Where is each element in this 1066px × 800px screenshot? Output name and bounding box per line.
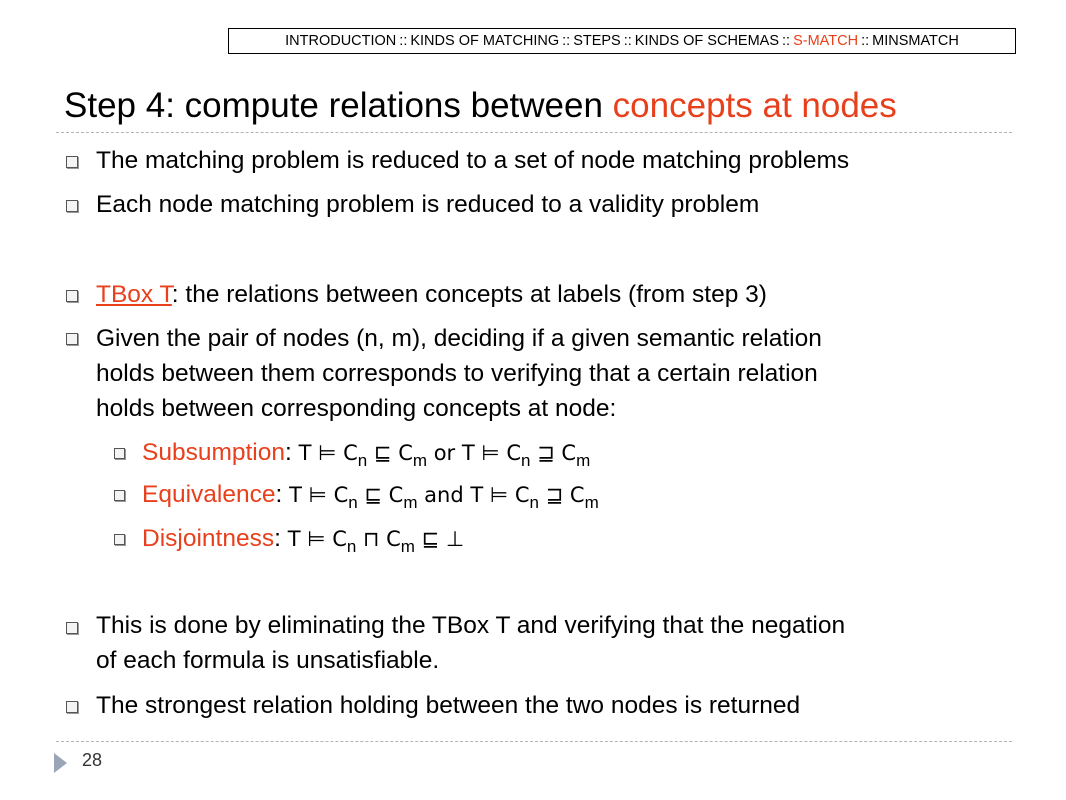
bullet-icon [66, 290, 78, 302]
bullet-text-line: of each formula is unsatisfiable. [96, 647, 440, 674]
bullet-icon [66, 200, 78, 212]
bullet-text: The matching problem is reduced to a set of node matching problems [96, 147, 850, 174]
title-highlight: concepts at nodes [612, 86, 897, 125]
bullet-icon [66, 622, 78, 634]
relation-subsumption: Subsumption: T ⊨ $C_n$ ⊑ $C_m$ or T ⊨ $C_n$ ⊒ $C_m$ [142, 439, 591, 470]
bullet-text-line: This is done by eliminating the TBox T and verifying that the negation [96, 612, 846, 639]
nav-separator: :: [861, 33, 870, 49]
title-text: Step 4: compute relations between [64, 86, 613, 125]
bullet-text-line: Given the pair of nodes (n, m), deciding if a given semantic relation [96, 325, 822, 352]
nav-item-introduction[interactable]: INTRODUCTION [285, 33, 397, 49]
nav-item-minsmatch[interactable]: MINSMATCH [872, 33, 959, 49]
bullet-text-rest: : the relations between concepts at labels (from step 3) [171, 281, 767, 308]
bullet-icon [66, 156, 78, 168]
nav-item-s-match-active[interactable]: S-MATCH [793, 33, 859, 49]
nav-item-steps[interactable]: STEPS [573, 33, 621, 49]
nav-item-kinds-of-matching[interactable]: KINDS OF MATCHING [410, 33, 560, 49]
bullet-text: The strongest relation holding between the two nodes is returned [96, 692, 801, 719]
bullet-icon [66, 333, 78, 345]
bullet-text [96, 278, 767, 312]
relation-equivalence: Equivalence: T ⊨ $C_n$ ⊑ $C_m$ and T ⊨ $C_n$ ⊒ $C_m$ [142, 481, 599, 512]
nav-separator: :: [399, 33, 408, 49]
nav-separator: :: [623, 33, 632, 49]
nav-separator: :: [562, 33, 571, 49]
bullet-icon [66, 701, 78, 713]
relation-disjointness: Disjointness: T ⊨ $C_n$ ⊓ $C_m$ ⊑ ⊥ [142, 525, 465, 556]
relation-name: Equivalence [142, 481, 276, 508]
bullet-text: Each node matching problem is reduced to a validity problem [96, 191, 760, 218]
page-number: 28 [82, 750, 103, 770]
sub-bullet-icon [114, 490, 125, 501]
nav-separator: :: [782, 33, 791, 49]
tbox-link[interactable]: TBox T [96, 281, 172, 308]
nav-item-kinds-of-schemas[interactable]: KINDS OF SCHEMAS [634, 33, 780, 49]
section-navigation-bar [228, 28, 1016, 54]
slide-title [64, 84, 897, 128]
footer-arrow-icon [54, 753, 67, 773]
footer-divider [56, 741, 1012, 742]
sub-bullet-icon [114, 534, 125, 545]
bullet-text-line: holds between them corresponds to verifying that a certain relation [96, 360, 818, 387]
sub-bullet-icon [114, 448, 125, 459]
relation-name: Subsumption [142, 439, 286, 466]
bullet-text-line: holds between corresponding concepts at node: [96, 395, 617, 422]
title-divider [56, 132, 1012, 133]
relation-name: Disjointness [142, 525, 275, 552]
